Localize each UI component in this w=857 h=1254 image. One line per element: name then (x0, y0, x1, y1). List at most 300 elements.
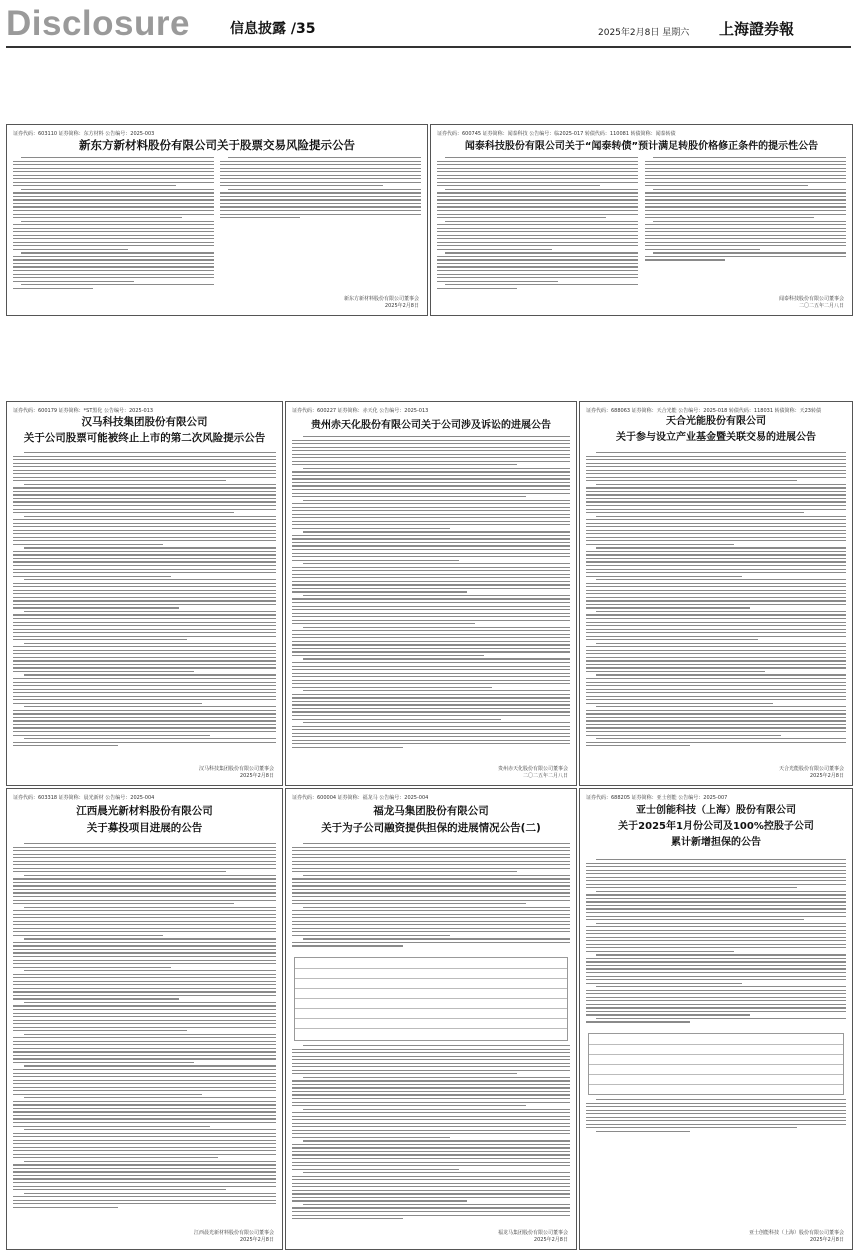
text-line (13, 259, 214, 260)
text-line (292, 598, 570, 599)
text-line (13, 554, 276, 555)
text-line (292, 917, 570, 918)
text-line (13, 1150, 276, 1151)
text-line (24, 706, 276, 707)
text-line (220, 178, 421, 179)
text-line (24, 547, 276, 548)
text-line (292, 729, 570, 730)
text-line (586, 916, 846, 917)
text-line (13, 963, 276, 964)
text-line (13, 530, 276, 531)
text-line (437, 274, 638, 275)
text-line (586, 470, 846, 471)
text-line (586, 713, 846, 714)
text-line (292, 507, 570, 508)
text-line (653, 189, 846, 190)
text-line (586, 919, 804, 920)
text-line (13, 604, 276, 605)
guarantee-table (294, 957, 568, 1041)
text-line (292, 556, 570, 557)
text-line (292, 885, 570, 886)
text-line (586, 940, 846, 941)
text-line (13, 281, 134, 282)
text-line (292, 1091, 570, 1092)
text-line (13, 699, 276, 700)
text-line (292, 560, 459, 561)
text-line (586, 660, 846, 661)
text-line (292, 1193, 570, 1194)
title-line: 闻泰科技股份有限公司关于“闻泰转债”预计满足转股价格修正条件的提示性公告 (464, 141, 819, 152)
text-line (13, 1118, 276, 1119)
text-line (596, 891, 846, 892)
text-line (13, 266, 214, 267)
text-line (13, 678, 276, 679)
text-line (292, 545, 570, 546)
text-line (13, 921, 276, 922)
text-line (292, 1144, 570, 1145)
text-line (292, 931, 570, 932)
text-line (437, 214, 638, 215)
text-line (292, 651, 570, 652)
text-line (13, 864, 276, 865)
text-line (645, 178, 846, 179)
text-line (437, 288, 517, 289)
signature-date: 2025年2月8日 (809, 1237, 844, 1243)
text-line (292, 577, 570, 578)
announcement-title (431, 137, 852, 152)
text-line (24, 1065, 276, 1066)
text-line (645, 238, 846, 239)
text-column-top (292, 843, 570, 949)
text-line (13, 477, 276, 478)
text-line (292, 524, 570, 525)
text-line (13, 1069, 276, 1070)
announcement-body (13, 157, 421, 297)
text-line (586, 699, 846, 700)
text-line (586, 1117, 846, 1118)
text-line (437, 245, 638, 246)
text-line (586, 519, 846, 520)
text-line (586, 569, 846, 570)
signature-date: 2025年2月8日 (239, 1237, 274, 1243)
text-line (13, 1083, 276, 1084)
text-line (292, 475, 570, 476)
text-line (292, 683, 570, 684)
text-line (586, 937, 846, 938)
text-line (13, 1147, 276, 1148)
text-line (13, 561, 276, 562)
announcement-body (13, 843, 276, 1223)
text-line (586, 1124, 846, 1125)
text-line (586, 1103, 846, 1104)
text-line (596, 674, 846, 675)
text-line (645, 168, 846, 169)
text-line (292, 1154, 570, 1155)
text-line (292, 482, 570, 483)
text-line (292, 1112, 570, 1113)
text-line (13, 618, 276, 619)
text-line (292, 620, 570, 621)
signature-date: 二〇二五年二月八日 (522, 773, 568, 779)
text-line (13, 735, 210, 736)
text-line (292, 1165, 570, 1166)
text-line (437, 263, 638, 264)
security-codes: 证券代码：600745 证券简称：闻泰科技 公告编号：临2025-017 转债代码：110081 转债简称：闻泰转债 (437, 131, 676, 137)
text-line (437, 266, 638, 267)
text-line (292, 1098, 570, 1099)
text-line (24, 1097, 276, 1098)
text-line (13, 931, 276, 932)
signature-date: 2025年2月8日 (239, 773, 274, 779)
signature-company: 汉马科技集团股份有限公司董事会 (198, 766, 274, 772)
text-line (13, 164, 214, 165)
text-line (292, 889, 570, 890)
title-line-2: 关于公司股票可能被终止上市的第二次风险提示公告 (23, 432, 266, 444)
text-line (292, 588, 570, 589)
announcement-signature (779, 295, 844, 309)
text-line (437, 196, 638, 197)
text-line (13, 263, 214, 264)
text-line (586, 997, 846, 998)
text-line (292, 1063, 570, 1064)
text-line (645, 199, 846, 200)
text-line (13, 917, 276, 918)
text-line (437, 210, 638, 211)
text-line (437, 161, 638, 162)
text-line (13, 168, 214, 169)
text-line (13, 1037, 276, 1038)
text-line (586, 685, 846, 686)
text-line (292, 443, 570, 444)
text-line (586, 958, 846, 959)
text-line (13, 1030, 187, 1031)
text-line (586, 480, 797, 481)
text-line (292, 903, 526, 904)
text-line (586, 1011, 846, 1012)
text-line (586, 1127, 797, 1128)
signature-date: 2025年2月8日 (809, 773, 844, 779)
text-line (292, 687, 492, 688)
text-line (292, 935, 450, 936)
text-line (228, 157, 421, 158)
text-line (586, 586, 846, 587)
announcement-body-continued (292, 1045, 570, 1225)
text-line (586, 898, 846, 899)
newspaper-logo: 上海證券報 (719, 20, 795, 38)
signature-company: 天合光能股份有限公司董事会 (778, 766, 844, 772)
text-line (13, 903, 234, 904)
text-line (303, 595, 570, 596)
text-line (586, 456, 846, 457)
text-line (13, 850, 276, 851)
text-line (292, 581, 570, 582)
text-line (292, 454, 570, 455)
announcement-signature (194, 1229, 274, 1243)
text-line (586, 632, 846, 633)
text-line (653, 157, 846, 158)
text-line (303, 563, 570, 564)
text-line (292, 591, 467, 592)
text-line (13, 1171, 276, 1172)
text-line (13, 256, 214, 257)
text-line (13, 182, 214, 183)
text-line (586, 554, 846, 555)
text-line (24, 611, 276, 612)
announcement-title (286, 803, 576, 837)
text-line (292, 1176, 570, 1177)
text-line (292, 1162, 570, 1163)
text-line (437, 199, 638, 200)
security-codes: 证券代码：603110 证券简称：东方材料 公告编号：2025-003 (13, 131, 155, 137)
text-line (586, 735, 781, 736)
text-line (292, 1137, 450, 1138)
text-line (445, 157, 638, 158)
text-line (586, 689, 846, 690)
text-line (586, 1004, 846, 1005)
text-line (13, 473, 276, 474)
text-line (13, 1189, 226, 1190)
text-line (13, 720, 276, 721)
text-line (292, 521, 570, 522)
text-line (586, 487, 846, 488)
text-line (292, 882, 570, 883)
text-line (645, 196, 846, 197)
text-line (586, 636, 846, 637)
text-line (13, 235, 214, 236)
text-line (437, 277, 638, 278)
text-line (292, 747, 403, 748)
text-line (292, 549, 570, 550)
text-line (292, 1130, 570, 1131)
text-line (13, 664, 276, 665)
text-line (586, 682, 846, 683)
text-column (13, 843, 276, 1210)
text-line (292, 1105, 526, 1106)
text-line (292, 609, 570, 610)
text-line (292, 1056, 570, 1057)
text-line (24, 579, 276, 580)
text-line (13, 928, 276, 929)
text-line (586, 887, 797, 888)
text-line (586, 947, 846, 948)
text-line (292, 701, 570, 702)
text-line (13, 942, 276, 943)
text-line (586, 583, 846, 584)
text-line (13, 1143, 276, 1144)
text-line (645, 256, 846, 257)
text-line (292, 1094, 570, 1095)
text-line (24, 1193, 276, 1194)
text-column (292, 436, 570, 750)
text-line (220, 182, 421, 183)
text-line (13, 636, 276, 637)
text-line (292, 1059, 570, 1060)
text-line (292, 740, 570, 741)
text-line (586, 944, 846, 945)
text-line (13, 1062, 194, 1063)
text-line (21, 189, 214, 190)
text-line (220, 161, 421, 162)
text-line (292, 726, 570, 727)
text-line (586, 863, 846, 864)
text-line (292, 900, 570, 901)
text-line (292, 623, 475, 624)
text-line (13, 480, 226, 481)
text-line (220, 171, 421, 172)
text-line (13, 1048, 276, 1049)
text-line (220, 210, 421, 211)
text-line (292, 471, 570, 472)
text-line (586, 544, 734, 545)
text-line (13, 210, 214, 211)
text-line (586, 590, 846, 591)
text-column-right (220, 157, 421, 221)
text-line (13, 1009, 276, 1010)
announcement-panel-7 (285, 788, 577, 1250)
announcement-signature (779, 765, 844, 779)
text-line (13, 459, 276, 460)
text-line (13, 1108, 276, 1109)
text-line (586, 1110, 846, 1111)
text-line (13, 1133, 276, 1134)
text-line (292, 673, 570, 674)
security-codes: 证券代码：603318 证券简称：晨光新材 公告编号：2025-004 (13, 795, 155, 801)
text-line (21, 284, 214, 285)
title-line: 贵州赤天化股份有限公司关于公司涉及诉讼的进展公告 (311, 420, 551, 431)
text-line (13, 871, 226, 872)
text-line (645, 203, 846, 204)
text-line (13, 505, 276, 506)
text-line (292, 1186, 570, 1187)
text-line (13, 1164, 276, 1165)
text-line (13, 847, 276, 848)
text-line (586, 961, 846, 962)
text-line (292, 892, 570, 893)
text-line (24, 1129, 276, 1130)
text-line (292, 574, 570, 575)
text-line (586, 678, 846, 679)
text-line (13, 491, 276, 492)
text-line (586, 607, 750, 608)
text-line (292, 914, 570, 915)
announcement-body (13, 452, 276, 752)
text-line (586, 742, 846, 743)
title-line-1: 天合光能股份有限公司 (666, 416, 766, 427)
text-line (292, 450, 570, 451)
text-line (292, 1070, 570, 1071)
title-line-2: 关于募投项目进展的公告 (86, 822, 203, 834)
text-line (303, 468, 570, 469)
text-line (13, 576, 171, 577)
text-line (596, 611, 846, 612)
text-line (13, 1073, 276, 1074)
text-line (13, 889, 276, 890)
text-line (13, 196, 214, 197)
text-line (292, 567, 570, 568)
text-line (13, 470, 276, 471)
text-line (21, 157, 214, 158)
text-line (13, 593, 276, 594)
text-line (586, 530, 846, 531)
announcement-panel-6 (6, 788, 283, 1250)
text-line (437, 256, 638, 257)
guarantee-table (588, 1033, 844, 1095)
text-line (24, 484, 276, 485)
text-line (13, 703, 202, 704)
text-line (303, 1204, 570, 1205)
text-line (13, 242, 214, 243)
text-line (292, 868, 570, 869)
issue-date: 2025年2月8日 星期六 (598, 28, 690, 38)
text-line (13, 1090, 276, 1091)
announcement-body (292, 843, 570, 953)
title-line: 新东方新材料股份有限公司关于股票交易风险提示公告 (79, 138, 355, 152)
text-line (586, 1120, 846, 1121)
text-line (13, 614, 276, 615)
text-line (586, 459, 846, 460)
text-line (220, 203, 421, 204)
text-line (24, 452, 276, 453)
text-line (13, 657, 276, 658)
text-line (303, 436, 570, 437)
announcement-body (586, 859, 846, 1029)
text-line (13, 896, 276, 897)
text-line (645, 245, 846, 246)
text-line (653, 221, 846, 222)
text-line (586, 597, 846, 598)
text-line (586, 870, 846, 871)
text-line (292, 733, 570, 734)
text-line (292, 637, 570, 638)
text-line (596, 1131, 690, 1132)
text-line (13, 1126, 210, 1127)
text-line (220, 214, 421, 215)
text-line (645, 228, 846, 229)
text-line (645, 192, 846, 193)
announcement-title (580, 803, 852, 851)
masthead (0, 0, 857, 44)
section-title-en: Disclosure (6, 4, 190, 43)
text-line (13, 1058, 276, 1059)
text-line (586, 731, 846, 732)
text-line (586, 523, 846, 524)
text-line (24, 875, 276, 876)
text-line (13, 185, 176, 186)
text-line (220, 217, 300, 218)
text-line (13, 1041, 276, 1042)
text-line (292, 634, 570, 635)
text-line (13, 622, 276, 623)
text-line (586, 551, 846, 552)
text-line (586, 600, 846, 601)
text-line (13, 625, 276, 626)
text-line (292, 921, 570, 922)
text-line (292, 457, 570, 458)
text-line (24, 643, 276, 644)
security-codes: 证券代码：600179 证券简称：*ST黑化 公告编号：2025-013 (13, 408, 154, 414)
text-line (596, 986, 846, 987)
title-line-1: 江西晨光新材料股份有限公司 (76, 805, 213, 817)
text-line (13, 935, 163, 936)
text-line (13, 914, 276, 915)
text-line (13, 995, 276, 996)
text-line (13, 671, 194, 672)
text-line (292, 857, 570, 858)
title-line-2: 关于为子公司融资提供担保的进展情况公告(二) (321, 822, 541, 834)
text-line (586, 866, 846, 867)
text-line (586, 1007, 846, 1008)
announcement-panel-1 (6, 124, 428, 316)
